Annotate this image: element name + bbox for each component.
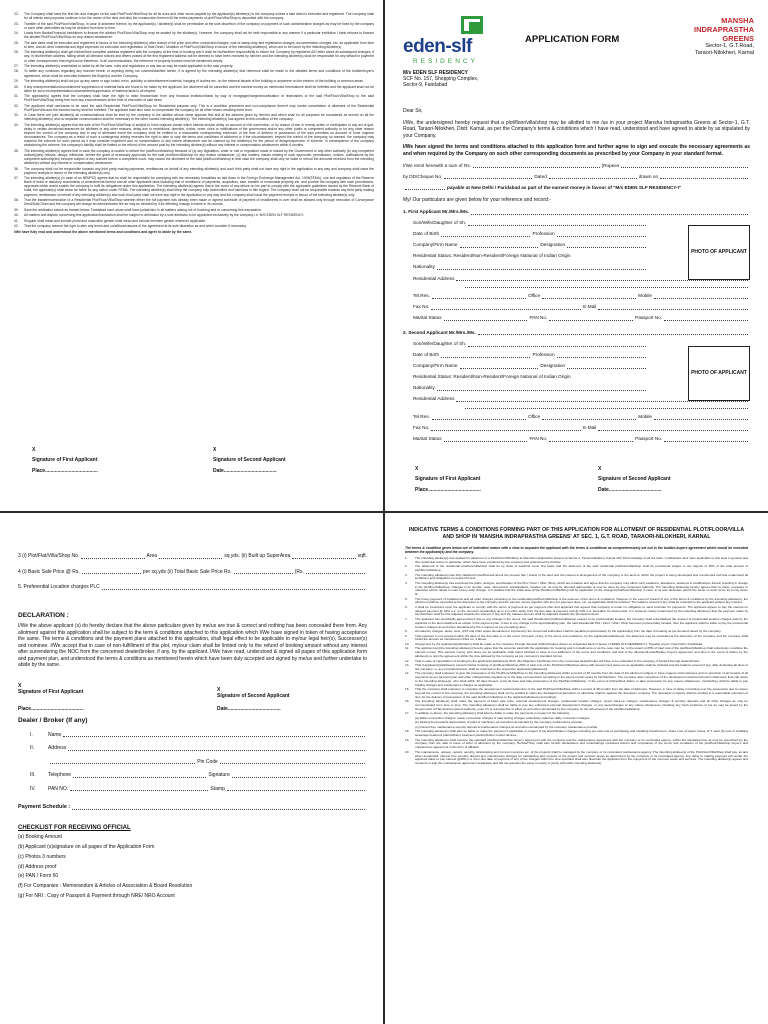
term-text: The timely payment of installments and all other charges pertaining to the residential plot/floor/villa/shop is the essence of the terms & conditions. However in the event of breach of any of the terms & conditions by the intending allottee(s), the allotment shall be cancelled at the discretion of the company and the earnest money together with any pre-payment dues, etc. as applicable shall be forfeited. The balance amount if any shall be refunded to the applicant without any interest. <box>415 596 748 605</box>
term-text: The Company shall have the first lien and charges on the said Plot/Floor/Villa/Shop for all its dues and other sums payable by the applicant(s) allottee(s) to the company unless a sale deed is executed and registered. The company shall for all intents and purposes continue to be the owner of the land and also the construction thereon till the entire payments of plot/Floor/Villa/Shop is deposited with the company. <box>24 12 374 21</box>
term-text: The applicant(s) agrees that the company shall have the right to raise finance/loan from any financial institution/bank by way of mortgage/charge/securitisation of receivables of the said Plot/Floor/Villa/Shop to the said Plot/Floor/Villa/Shop being free from any encumbrances at the time of execution of sale deed. <box>24 94 374 103</box>
term-number: 38. <box>14 198 19 202</box>
plc-field[interactable]: 5. Preferential Location charges PLC <box>18 584 367 591</box>
term-text: To settle any confusion regarding any manner herein or anything being not covered/clarified herein, it is agreed by the intending allottee(s) that reference shall be made to the detailed terms and conditions of the builder/buyer's agreement, which shall be executed between the Buyer(s) and the Company. <box>24 69 374 78</box>
second-applicant-name[interactable]: 2. Second Applicant Mr./Mrs./Ms. <box>403 330 750 337</box>
term-text: In addition to above, the intending allottee(s) shall also be liable to make the payments in respect of the following: <box>415 711 570 716</box>
term-text: All statutory charges, taxes, cess, GST and other levies demanded or imposed by the concerned authorities shall be payable proportionately by the applicant(s) from the date of booking as per demand raised by the company. <box>415 629 722 634</box>
term-number: 19. <box>405 737 410 742</box>
term-text: That if applicant(s)/allottee(s) cancels his/her booking of plot/floor/villa/shop 25% of total cost of the Plot/Floor/Villa/shop along with Government taxes etc as applicable shall be forfeited and the balance amount if any, after deducting all dues of the company i.e. any principle/interest, shall be refunded to the respective applicant(s)/allottee(s). <box>415 663 748 671</box>
term-number: 10. <box>405 641 410 646</box>
term-text: The applicant has specifically agreed that if due to any change in the layout, the said Residential plot/floor/villa/shop ceases to be preferentially located, the company shall refund/adjust the amount of preferential location charges paid by the applicant in the last installment as shown in the payment plan. If due to any change in the layout/building plan, the said Residential Plot / Floor / Villa / Shop becomes preferentially located, then the applicant shall be liable to pay the preferential location charges as and when demanded by the company as per prevailing rates. <box>415 617 748 629</box>
term-item <box>405 647 748 658</box>
term-text: Transfer of the said Plot/Floor/Villa/Shop, in case of allotment thereof, by the applicant(s) / allottee(s) shall be permissible at the sole discretion of the company on payment of such administrative charges as may be fixed by the company or such other authorities as may be decided from time to time. <box>24 21 374 30</box>
signature-label: Signature of Second Applicant <box>213 457 286 463</box>
term-text: All payment by the applicant(s)/allottee(s) shall be made to the company through demand drafts/cheques drawn on scheduled bank in favour of EDEN SLF RESIDENCY-I. Payable at par / New Delhi / Faridabad. <box>415 641 703 646</box>
term-text: It shall be incumbent upon the applicant to comply with the terms of payment as per payment plan and applicant has agreed that company is under no obligation to send reminder for payments. The applicant agrees to pay the interest on delayed payment @ 18% p.a. on the amounts outstanding up to 2 months delay from the due date of payment and @ 24% p.a. thereafter for total period. It is however clearly understood by the intending allottee(s) that the payment made by him/her/them shall be first adjusted towards the interest, if any and the balance amount shall be adjusted towards the principal amount. <box>415 604 748 617</box>
first-applicant-section <box>403 209 750 322</box>
term-item <box>14 50 374 62</box>
term-number: 25. <box>14 40 19 45</box>
term-number: 41. <box>14 218 19 223</box>
address-field[interactable]: Residential Address <box>413 396 750 403</box>
dealer-field[interactable]: II. Address <box>30 745 367 752</box>
term-text: The intending allottee(s) has applied for allotment of a Plot/Floor/Villa/Shop at Mansha Indraprastha Greens at Sector-1, Taraori-Nilokheri, Karnal with full knowledge of all the laws / notifications and rules applicable to this area in general and this residential colony in particular, which have been explained by the company and understood by him/her. <box>415 556 748 564</box>
term-text: The intending allottee(s) shall execute the standard plot/floor/villa/shop buyer's agreement with the company and the maintenance agreement with the company or its nominated agency, within the stipulated time as may be prescribed by the company from the date of issue of letter of allotment by the company. He/She/They shall also furnish declarations and undertakings contained therein and compliance of the terms and conditions of the plot/floor/villa/shop buyer's and maintenance agreement in the form of affidavit. <box>415 737 748 750</box>
term-number: 5. <box>405 596 408 601</box>
term-item <box>14 94 374 102</box>
payable-field[interactable]: payable at New Delhi / Faridabad as part of the earnest money in favour of "M/s EDEN SLF RESIDENCY-I" <box>403 185 750 192</box>
term-number: 23. <box>14 21 19 26</box>
term-text: The intending allottee(s) agrees that in case the company is unable to deliver the plot/floor/villa/shop because of (a) any legislation, order or rule or regulation made or issued by the Government or any other authority (b) any competent authority(ies) refuses, delays, withholds, denies the grant of necessary approvals for the said plot/floor/villa/shop for any reason whatsoever, (c) any matters, issues relating to such approvals, permissions, notices, notifications by the competent authority(ies) become subject of any suit/writ before a competent court, may cancel the allotment of the said plot/floor/villa/shop in that case the company shall only be liable to refund the amounts received from the intending allottee(s) without any interest or compensation whatsoever. <box>24 148 374 166</box>
term-number: 35. <box>14 148 19 153</box>
checklist-item: (g) For NRI : Copy of Passport & Payment through NRE/ NRO Account <box>18 893 175 900</box>
term-text: (a) Water connection charges, sewer connection charges & road cutting charges collectively called as utility connection charges. <box>415 715 591 720</box>
term-item <box>14 198 374 206</box>
term-number: 22. <box>14 12 19 16</box>
terms-page-1 <box>0 0 383 511</box>
fax-field[interactable]: Fax No. E-Mail <box>413 425 750 432</box>
dealer-field[interactable]: III. Telephone Signature <box>30 772 367 779</box>
term-number: 15. <box>405 687 410 692</box>
term-item <box>405 574 748 582</box>
nationality-field[interactable]: Nationality <box>413 385 648 392</box>
term-text: The company shall endeavor to give the possession of the Plot/Floor/Villa/Shop to the intending allottee(s) within a period of 48 months from the date of the allotment subject to force majeure circumstances and on provision of all receipts of all payments as per payment plan and other charges/dues payable up to the date of possession according to the payment plan opted by him/her/them. The company after completion of the development work/construction shall issue final call notice to the intending allottee(s), who shall within 30 days thereof, remit all dues and take possession of the Plot/Floor/Villa/shop. In the event of his/her/their failure to take possession for any reason whatsoever, he/she/they shall be liable to pay holding charges and maintenance charges as applicable. <box>415 671 748 687</box>
address-field-2[interactable] <box>463 287 750 289</box>
dob-field[interactable]: Date of Birth Profession <box>413 352 648 359</box>
form-title: APPLICATION FORM <box>525 34 620 45</box>
second-applicant-section <box>403 330 750 443</box>
term-number: 40. <box>14 213 19 218</box>
term-number: 6. <box>405 604 408 609</box>
second-applicant-signature: X Signature of Second Applicant Date...................................... <box>213 447 363 474</box>
salutation: Dear Sir, <box>403 108 423 114</box>
term-item <box>14 22 374 30</box>
dob-field[interactable]: Date of Birth Profession <box>413 231 648 238</box>
term-number: 28. <box>14 69 19 74</box>
agreement-paragraph: I/We have signed the terms and conditions attached to this application form and further agree to sign and execute the necessary agreements as and when required by the Company on such other corresponding documents as prescribed by your Company in your standard format. <box>403 144 750 157</box>
term-item <box>405 582 748 597</box>
term-text: The intending allottee(s) shall make the payment of basic sale price, external development charges, preferential location charges, power back-up charges, maintenance charges & security deposits and all other charges as may be communicated from time to time. The intending allottee(s) shall be liable to pay any enhanced external development charges, or any taxes/charges of any nature whatsoever including any fresh incidence of tax as may be levied by the Government of Haryana/competent authority, even if it is retrospective in effect as and when demanded by the company on the actual area of the plot/floor/villa/shop. <box>415 699 748 711</box>
term-text: The intending allottee(s) shall also be liable to make the payment if applicable in respect of (a) Electrification charges including pro-rata cost of purchasing and installing transformers, share cost of power house, E.T. laws (b) cost of installing sewerage treatment plant/effluent treatment plant/pollution control devices. <box>415 729 748 738</box>
term-text: That the company reserve the right to alter any terms and conditions/clauses of the agreement at its sole discretion as and when consider it necessary. <box>24 224 247 229</box>
term-text: The applicant shall use/cause to be used the said Residential Plot/Floor/Villa/Shop for Residential purpose only. This is a condition precedent and non-compliance thereof may invoke cancellation of allotment of the Residential Plot/Floor/Villa and the earnest money shall be forfeited. The applicant shall also have to compensate the company for all other losses resulting there from. <box>24 103 374 112</box>
term-text: The intending allottee(s) has fully satisfied himself/herself about the present title / status of the land and the interest & arrangement of the company in the land on which the project is being developed and constructed and has understood all limitations and obligations in respect thereof. <box>415 572 748 581</box>
declaration-page <box>0 513 383 1024</box>
term-number: 16. <box>405 699 410 704</box>
term-item <box>14 85 374 93</box>
term-text: The applicant and the intending allottee(s) hereby agree that the amounts paid with the application for booking and in installments or as the case may be, to the extent of 25% of total cost of the plot/floor/villa/shop shall collectively constitute the earnest money. This earnest money plus taxes etc as applicable shall stand forfeited in case of non-fulfillment of the terms and conditions and that of the allotment/Letter/Builder buyer's agreement and also in the event of failure by the allottee(s) to sign the agreement within the time allowed by the company as per company's standard format. <box>415 646 748 658</box>
second-applicant-signature: X Signature of Second Applicant Date...................................... <box>598 466 748 493</box>
photo-box[interactable]: PHOTO OF APPLICANT <box>688 346 750 401</box>
term-text: In Case there are joint allottee(s) all communications shall be sent by the company to the allottee whose name appears first and at the address given by him/her and which shall for all purposes be considered as served on all the intending allottee(s) and no separate communication shall be necessary to the other named intending allottee(s). The intending allottee(s) has agreed to this condition of the company. <box>24 113 374 122</box>
tel-field[interactable]: Tel.Res. Office Mobile <box>413 414 750 421</box>
term-item <box>14 213 374 217</box>
term-number: 36. <box>14 166 19 171</box>
term-number: 13. <box>405 663 410 668</box>
term-item <box>14 64 374 68</box>
marital-field[interactable]: Marital Status PAN No. Passport No. <box>413 315 750 322</box>
application-form-page <box>385 0 768 511</box>
term-text: The allotment of the residential plot/floor/villa/shop shall be by draw of lots/First come first basis and the allotment of the said residential plot/floor/villa/shop shall be provisional subject to the deposit of 25% of the total amount of plot/floor/villa/shop. <box>415 564 748 573</box>
term-item <box>405 688 748 699</box>
term-number: 7. <box>405 617 408 622</box>
term-number: 3. <box>405 572 408 577</box>
term-number: 33. <box>14 113 19 118</box>
term-item <box>14 41 374 49</box>
terms-list <box>405 557 748 767</box>
plot-number-field[interactable]: 3 (i) Plot/Flat/Villa/Shop No. Area sq.yds. (ii) Built up SuperArea sqft. <box>18 553 368 559</box>
term-item <box>14 69 374 77</box>
place-field[interactable]: Place...................................... <box>415 487 481 493</box>
term-item <box>14 12 374 20</box>
term-number: 1. <box>405 556 408 560</box>
closing-statement: I/We have fully read and understood the above mentioned terms and conditions and agree to abide by the same. <box>14 229 193 234</box>
term-number: 42. <box>14 224 19 229</box>
checklist-item: (d) Address proof <box>18 863 57 870</box>
place-field[interactable]: Place...................................... <box>32 468 98 474</box>
signature-row <box>18 683 367 713</box>
term-item <box>14 208 374 212</box>
term-number: 32. <box>14 103 19 108</box>
term-number: 9. <box>405 633 408 638</box>
signature-label: Signature of First Applicant <box>32 457 98 463</box>
term-number: 29. <box>14 79 19 84</box>
cheque-field[interactable]: by DD/Cheque No. Dated drawn on <box>403 174 750 181</box>
term-text: That the transfer/nomination of a Residential Plot/Floor/Villa/Shop wherein either the full payment has already been made or agreed schedule of payment of installments is over shall be allowed only through execution of Conveyance Deed/Sale Deed and the company will charge an administrative fee as may be decided by it for effecting change in name in its records. <box>24 198 374 207</box>
dealer-field[interactable]: IV. PAN NO. Stamp <box>30 786 367 793</box>
declaration-heading: DECLARATION : <box>18 611 69 619</box>
request-paragraph: I/We, the undersigned hereby request that a plot/floor/villa/shop may be allotted to me /us in your project Mansha Indraprastha Greens at Sector-1, G.T. Road, Taraori-Nilokheri, Distt. Karnal, as per the Company's terms & conditions which I have read, understood and have agreed to abide by as stipulated by your Company. <box>403 119 750 139</box>
term-text: The intending allottee(s) agrees that the sale of the Plot/Floor/Villa/Shop is subject to force majeure clause which intends include delay on account of civil commotion, or by reason of war or enemy action or earthquake or any act of god, delay in certain decisions/clearances for allottees or any other reasons, delay due to restrictions, direction, notice, order, rules or notifications of the government and/or any other public or competent authority or for any other reason beyond the control of the company and in any of aforesaid event the company shall be entitled to a reasonable corresponding extension of the time of delivery of possession of the said premises on account of force majeure circumstances. The company as a result of such a contingency arising reserves the right to alter or vary the terms and conditions of allotment or if the circumstances, beyond the control of the company, so warrant, the company may suspend the scheme for such period as it may consider expedient and no compensation of any nature whatsoever can be claimed by the allottee(s) for the period of delay/suspension of scheme. In consequence of the company abandoning the scheme, the company's liability shall be limited to the refund of the amount paid by the intending allottee(s) without any interest or compensation whatsoever within 6 months. <box>24 122 374 148</box>
term-number <box>405 717 415 721</box>
date-field[interactable]: Date...................................... <box>598 487 662 493</box>
residential-status: Residential Status: Resident/Non-Resident/Foreign National of Indian Origin <box>413 253 571 259</box>
term-text: That payment is not received within 60 days of the due date or in the event of breach of any of the terms and conditions, by the applicant(s)/allottee(s), the allotment may be cancelled at the discretion of the company and the company shall forfeit the amount as mentioned in Para no. 4 above. <box>415 633 748 642</box>
term-text: If any misrepresentation/concealment/ suppression of material facts are found to be made by the applicant, the allotment will be cancelled and the earnest money as mentioned hereinabove shall be forfeited and the applicant shall not be liable for such misrepresentation/concealment/suppression of material facts in all respect. <box>24 84 374 93</box>
company-field[interactable]: Company/Firm Name Designation <box>413 242 648 249</box>
dealer-field[interactable]: Pin Code <box>30 759 367 766</box>
term-number: 11. <box>405 646 410 651</box>
first-applicant-signature: X Signature of First Applicant Place...................................... <box>32 447 182 474</box>
date-field[interactable]: Date...................................... <box>217 705 281 712</box>
term-item <box>14 176 374 196</box>
term-item <box>14 167 374 175</box>
term-text: That in case of cancellation of booking by the applicant(s)/allottee(s) NOC (No Objection Certificate) from the concerned dealer/broker will have to be submitted to the company, if booked through dealer/broker. <box>415 658 701 663</box>
term-number: 31. <box>14 94 19 99</box>
date-field[interactable]: Date...................................... <box>213 468 277 474</box>
address-field[interactable]: Residential Address <box>413 276 750 283</box>
project-address: MANSHA INDRAPRASTHA GREENS Sector-1, G.T.Road, Taraori-Nilokheri, Karnal <box>664 16 754 57</box>
term-item <box>14 104 374 112</box>
declaration-text: I/We the above applicant (s) do hereby declare that the above particulars given by me/us are true & correct and nothing has been concealed there from. Any allotment against this application shall be subject to the term & conditions attached to this application which I/We have signed in token of having acceptance the same. The terms & conditions and the payment plans attached to this application, shall legal effect to be applicable to my/our legal heir(s), Successor(s) and nominee. I/We accept that in case of non-fulfillment of this plot, my/our claim shall be limited only to the refund of booking amount without any interest after surrendering the NOC from the concerned dealer/broker, if any, by the applicant. I/We have read, understood & signed all pages of this application form and payment plan, and understood the terms & conditions as mentioned herein which have been duly accepted and signed by me/us and further undertake to abide by the same. <box>18 623 367 668</box>
address-field-2[interactable] <box>463 408 750 410</box>
first-applicant-signature: X Signature of First Applicant Place...................................... <box>415 466 565 493</box>
term-text: The intending allottee(s) shall get his/her/their complete address registered with the company at the time of booking and it shall be his/her/their responsibility to inform the Company by registered A/D letter about all subsequent changes, if any, in his/her/their address, failing which all demand notices and letters posted at the first registered address will be deemed to have been received by him/her and the intending allottee(s) shall be responsible for any default in payment or other consequences that might occur therefrom. In all communications, the reference of property booked must be mentioned clearly. <box>24 50 374 63</box>
term-item <box>405 730 748 738</box>
place-field[interactable]: Place...................................... <box>18 705 84 712</box>
residential-status: Residential Status: Resident/Non-Resident/Foreign National of Indian Origin <box>413 374 571 380</box>
second-applicant-signature: X Signature of Second Applicant Date...................................... <box>217 683 367 713</box>
term-text: Save the arbitration clause as framed below: Faridabad court alone shall have jurisdiction in all matters arising out of touching and or concerning this transaction. <box>24 207 262 212</box>
terms-intro: The terms & condition given below are of indicative nature with a view to acquaint the applicant with the terms & conditions as comprehensively set out in the builder-buyers agreement which would be executed between the applicant(s) and the company. <box>405 546 748 555</box>
dealer-heading: Dealer / Broker (If any) <box>18 717 88 724</box>
term-number: 20. <box>405 749 410 754</box>
term-number: 8. <box>405 629 408 634</box>
term-text: The intending allottee(s) (in case of an NRI/PIO) agrees that he shall be responsible for complying with the necessary formalities as laid down in the Foreign Exchange Management Act, 1999(FEMA), rule and regulation of the Reserve Bank of India or statutory enactments or amendments thereof and all other applicable laws including that of remittance of payments, acquisition, sale, transfer of immovable property etc. and provide the company with such permissions, approvals which would enable the company to fulfil its obligations under this application. The intending allottee(s) agrees that in the event of any failure on his part to comply with the applicable guidelines issued by the Reserve Bank of India, the applicant(s) shall alone be liable for any action under FEMA. The intending allottee(s) shall keep the company fully indemnified and harmless in this regard. The company shall not be responsible towards any third party making payment, remittances on behalf of any intending allottee(s) and such third party shall not have any right in the application in any way and the company shall issue the payment receipts in favour of the intending allottee(s) only. <box>24 176 374 197</box>
basic-price-field[interactable]: 4 (i) Basic Sale Price @ Rs. per sq.yds (ii) Total Basic Sale Price Rs. (Rs. <box>18 569 367 576</box>
project-name: MANSHA INDRAPRASTHA GREENS <box>694 16 754 43</box>
term-item <box>14 113 374 121</box>
first-applicant-signature: X Signature of First Applicant Place...................................... <box>18 683 178 713</box>
term-item <box>405 635 748 643</box>
checklist-item: (e) PAN / Form 60 <box>18 873 59 880</box>
term-number: 18. <box>405 729 410 734</box>
tel-field[interactable]: Tel.Res. Office Mobile <box>413 293 750 300</box>
term-item <box>405 618 748 629</box>
remit-amount-field[interactable]: I/We remit herewith a sum of Rs. (Rupees <box>403 163 750 170</box>
term-number: 30. <box>14 84 19 89</box>
term-number: 26. <box>14 50 19 55</box>
checklist-item: (f) For Companies : Memorandum & Articles of Association & Board Resolution <box>18 883 193 890</box>
term-text: The company shall not be responsible towards any third party making payments, remittances on behalf of any intending allottee(s) and such third party shall not have any right in the application in any way and company shall issue the payment receipts in favour of the intending allottee(s) only. <box>24 166 374 175</box>
checklist-item: (b) Applicant (s)signature on all pages of the Application Form <box>18 844 155 851</box>
signature-row <box>415 466 748 493</box>
payment-schedule-field[interactable]: Payment Schedule : <box>18 804 367 811</box>
term-text: All matters and dispute concerning this application/transaction shall be subject to arbitration by a sole arbitrator to be appointed exclusively by the company i.e. M/S EDEN SLF RESIDENCY. <box>24 213 304 218</box>
term-item <box>405 751 748 766</box>
term-text: (b) Sinking fund towards depreciation of plant & machinery as and when demanded by the company maintenance provider. <box>415 720 584 725</box>
declaration-body <box>18 553 367 900</box>
term-number: 39. <box>14 207 19 212</box>
son-of-field[interactable]: Son/Wife/Daughter of Sh. <box>413 220 648 227</box>
checklist-item: (a) Booking Amount <box>18 834 62 841</box>
term-number <box>405 721 415 725</box>
dealer-field[interactable]: I. Name <box>30 732 367 739</box>
term-text: The intending allottee(s) undertakes to abide by all the laws, rules and regulations or any law as may be made applicable to the said property. <box>24 63 234 68</box>
term-item <box>14 123 374 148</box>
son-of-field[interactable]: Son/Wife/Daughter of Sh. <box>413 341 648 348</box>
term-item <box>405 606 748 617</box>
dealer-fields <box>18 732 367 793</box>
term-item <box>14 219 374 223</box>
first-applicant-name[interactable]: 1. First Applicant Mr./Mrs./Ms. <box>403 209 750 216</box>
term-text: (c) Interest free maintenance security deposit & maintenance charges as and when demanded by the company maintenance provider. <box>415 724 599 729</box>
term-item <box>405 700 748 711</box>
checklist-heading: CHECKLIST FOR RECEIVING OFFICIAL <box>18 824 131 831</box>
eden-slf-logo: eden-slf RESIDENCY <box>403 16 498 76</box>
company-field[interactable]: Company/Firm Name Designation <box>413 363 648 370</box>
term-number: 2. <box>405 564 408 569</box>
term-item <box>14 224 374 228</box>
marital-field[interactable]: Marital Status PAN No. Passport No. <box>413 436 750 443</box>
company-address: M/s EDEN SLF RESIDENCY SCF No. 157, Shopping Complex, Sector-9, Faridabad <box>403 70 479 89</box>
form-body <box>403 108 750 447</box>
fax-field[interactable]: Fax No. E-Mail <box>413 304 750 311</box>
term-item <box>405 672 748 687</box>
particulars-note: My/ Our particulars are given below for your reference and record:- <box>403 197 551 204</box>
term-item <box>14 79 374 83</box>
photo-box[interactable]: PHOTO OF APPLICANT <box>688 225 750 280</box>
term-text: The maintenance, upkeep, repairs, security, landscaping and common services etc. of the projects shall be managed by the company or its nominated maintenance agency. The intending allottee(s) of the Plot/Floor/Villa/Shop shall pay, as and when demanded, interest free security deposit and maintenance charges for maintaining and up-keep of the project and services areas as determined by the company or its nominated agency. Any delay in making payment will render the applicant liable to pay interest @18% p.a. from due date of payment of any of the charges within the time specified shall also disentitle the applicant from the enjoyment of the common areas and services. The intending allottee(s) agrees and consents to sign the maintenance agreement separately and will not question the same in equity or jointly with other intending allottee(s). <box>415 749 748 766</box>
term-text: The intending allottee(s) has examined the plans, designs, specification of the Plot / Floor / Villa / Shop, which are tentative and agree that the company may effect such variations, alterations, deletions & modifications therein resulting in change in the plot/floor/villa/shop, changes in its number, area, dimensions, specifications, location etc. as may be deemed appropriate or may be done by any competent Authority. The intending allottee(s) hereby agrees that no claim, monetary or otherwise will be raised in case of any such change. It is clarified that the initial area of the Plot/Floor/Villa/Shop will be applicable on the changed plot/floor/villa/shop in case, in its sole discretion permit the same on such terms as it may deem fit. <box>415 580 748 597</box>
term-number: 4. <box>405 580 408 585</box>
term-text: Loans from Banks/Financial Institutions to finance the allotted Plot/Floor/Villa/Shop may be availed by the allottee(s). However, the company shall not be held responsible in any manner if a particular institution / bank refuses to finance the allotted Plot/Floor/Villa/Shop for any reason whatsoever. <box>24 31 374 40</box>
term-item <box>405 739 748 750</box>
term-item <box>405 565 748 573</box>
terms-list <box>14 12 374 235</box>
term-item <box>14 149 374 165</box>
signature-row <box>32 447 363 474</box>
term-number: 17. <box>405 711 410 716</box>
term-number: 14. <box>405 671 410 676</box>
indicative-terms-page <box>385 513 768 1024</box>
term-text: Singular shall mean and include plural and masculine gender shall mean and include feminine gender wherever applicable. <box>24 218 206 223</box>
term-number: 27. <box>14 63 19 68</box>
checklist-item: (c) Photos 3 numbers <box>18 853 66 860</box>
term-item <box>14 31 374 39</box>
term-number: 24. <box>14 31 19 36</box>
term-text: The sale deed shall be executed and registered in favour of the intending allottee(s) after receipt of full price and other connected charges, cost of stamp duty and registration charges, documentation charges, etc. as applicable from time to time, and all other incidental and legal expenses for execution and registration of Sale Deed / Mutation of Plot/Floor/Villa/Shop in favour of the intending allottee(s), which are to be borne by the intending allottee(s). <box>24 40 374 49</box>
terms-title: INDICATIVE TERMS & CONDITIONS FORMING PART OF THIS APPLICATION FOR ALLOTMENT OF RESIDENTIAL PLOT/FLOOR/VILLA AND SHOP IN 'MANSHA INDRAPRASTHA GREENS' AT SEC. 1, G.T. ROAD, TARAORI-NILOKHERI, KARNAL <box>408 527 745 540</box>
checklist <box>18 834 367 899</box>
term-number: 34. <box>14 122 19 127</box>
term-number: 37. <box>14 176 19 181</box>
term-number: 12. <box>405 658 410 663</box>
term-text: That the company shall endeavor to complete the development work/construction of the said Plot/Floor/Villa/Shop within a period of 48 months from the date of allotment. However, in case of delay in handing over the possession due to reason beyond the control of the company, the intending allottee(s) shall not be entitled to claim any damages/compensation or otherwise shall be against the developer company. The developer company shall be entitled to a reasonable extension of time for the delivery of possession of the said plot/floor/villa/shop to the applicant/allottee(s) accordingly. <box>415 687 748 699</box>
term-text: The intending allottee(s) shall not put up any name or sign board, neon, publicity or advertisement material, hanging of clothes etc. on the external facade of the building or anywhere on the exterior of the building or common areas. <box>24 79 364 84</box>
nationality-field[interactable]: Nationality <box>413 264 648 271</box>
